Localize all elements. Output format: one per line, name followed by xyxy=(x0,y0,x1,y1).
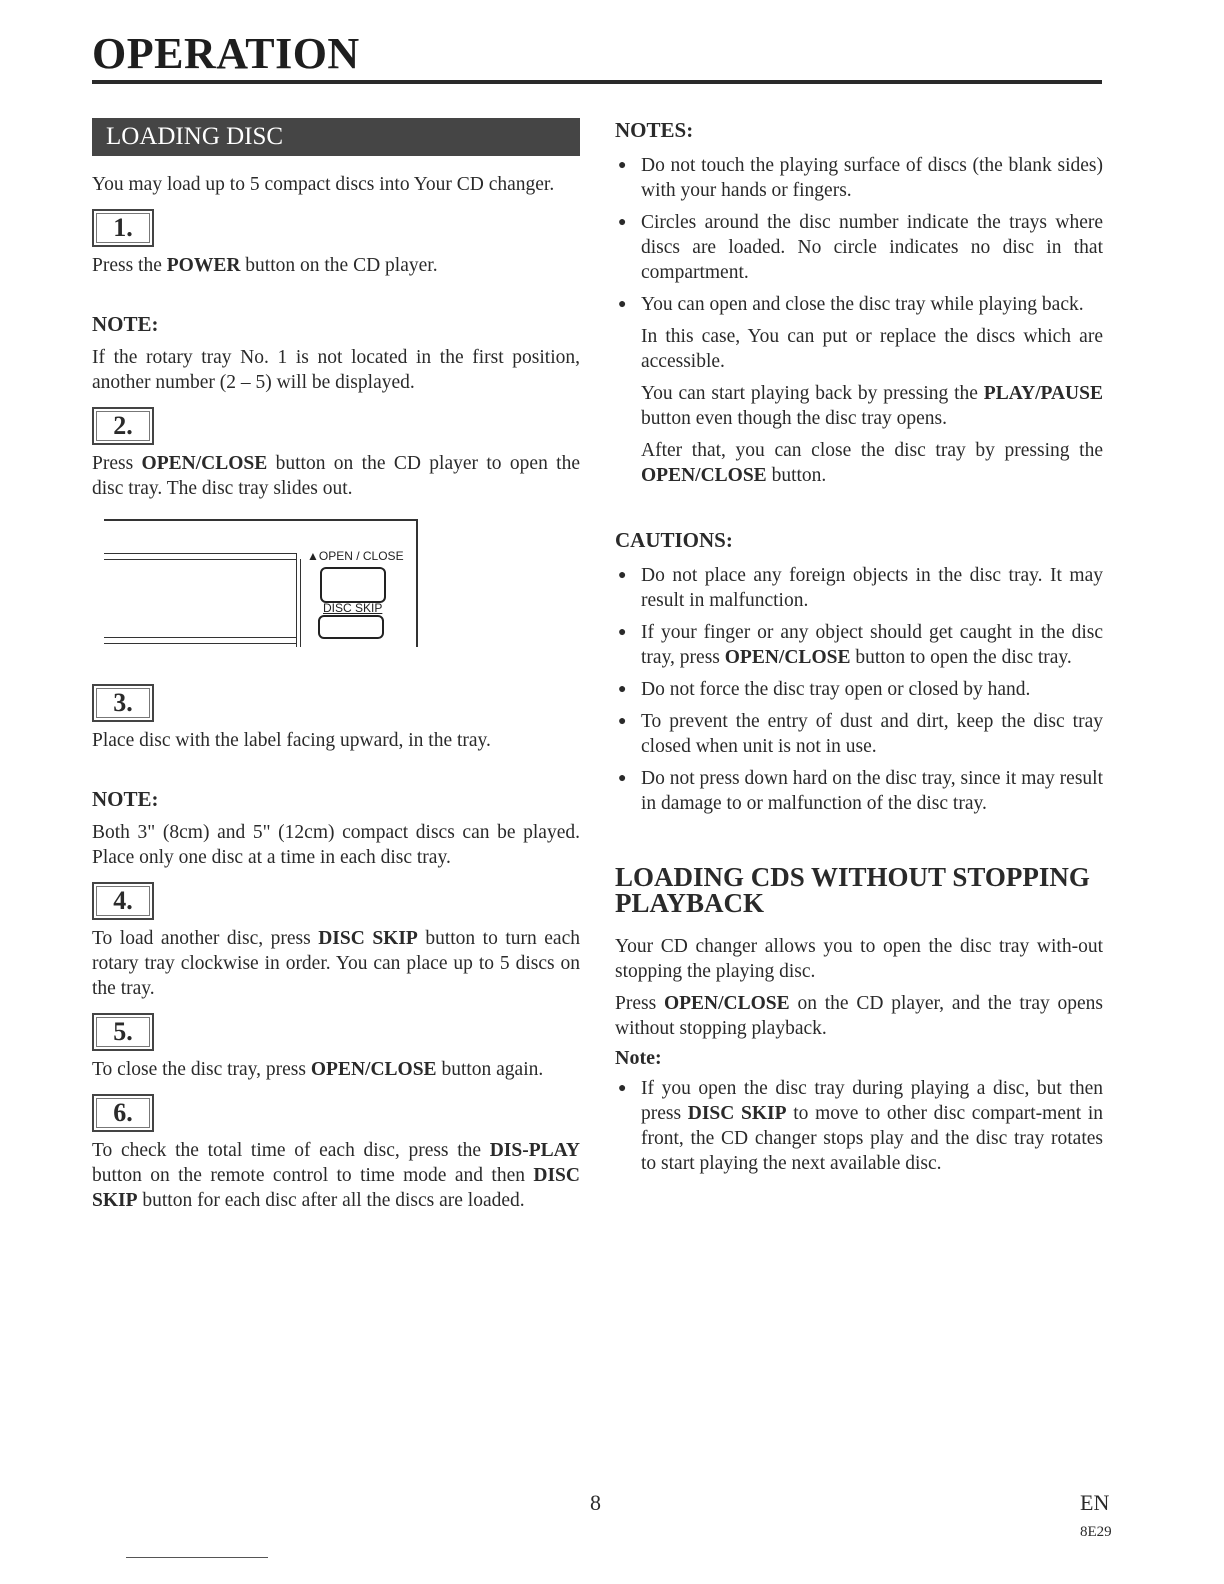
notes-continuation-2: You can start playing back by pressing the PLAY/PAUSE button even though the disc tray opens. xyxy=(641,383,1103,429)
document-code: 8E29 xyxy=(1080,1524,1112,1540)
step-number-2: 2. xyxy=(92,407,154,445)
section2-paragraph-2: Press OPEN/CLOSE on the CD player, and the tray opens without stopping playback. xyxy=(615,993,1104,1039)
step-number-3: 3. xyxy=(92,684,154,722)
notes-continuation-1: In this case, You can put or replace the discs which are accessible. xyxy=(641,326,1103,372)
notes-title: NOTES: xyxy=(615,118,694,142)
left-column xyxy=(92,118,580,1213)
list-item: ● To prevent the entry of dust and dirt, keep the disc tray closed when unit is not in use. xyxy=(618,711,1103,757)
section-title-loading-disc: LOADING DISC xyxy=(92,118,580,156)
step-number-1: 1. xyxy=(92,209,154,247)
section-title-loading-cds-without-stopping: LOADING CDS WITHOUT STOPPING PLAYBACK xyxy=(615,862,1090,918)
cautions-title: CAUTIONS: xyxy=(615,528,733,552)
language-code: EN xyxy=(1080,1490,1110,1515)
step-5-text: To close the disc tray, press OPEN/CLOSE button again. xyxy=(92,1059,544,1080)
note-2-text: Both 3" (8cm) and 5" (12cm) compact discs can be played. Place only one disc at a time in each disc tray. xyxy=(92,822,580,868)
intro-text: You may load up to 5 compact discs into Your CD changer. xyxy=(92,174,555,195)
notes-continuation-3: After that, you can close the disc tray by pressing the OPEN/CLOSE button. xyxy=(641,440,1103,486)
list-item: ● Do not place any foreign objects in the disc tray. It may result in malfunction. xyxy=(618,565,1103,611)
step-3-text: Place disc with the label facing upward, in the tray. xyxy=(92,730,491,751)
note-1-title: NOTE: xyxy=(92,312,159,336)
page-title: OPERATION xyxy=(92,29,360,78)
list-item: ● Do not force the disc tray open or closed by hand. xyxy=(618,679,1031,700)
list-item: ● Do not press down hard on the disc tray, since it may result in damage to or malfunction of the disc tray. xyxy=(618,768,1103,814)
title-rule xyxy=(92,80,1102,84)
cautions-list xyxy=(615,563,1103,816)
open-close-button-drawing xyxy=(320,567,386,603)
list-item: ● Circles around the disc number indicate the trays where discs are loaded. No circle indicates no disc in that compartment. xyxy=(618,212,1103,283)
notes-list xyxy=(615,153,1103,317)
note-2-title: NOTE: xyxy=(92,787,159,811)
section2-paragraph-1: Your CD changer allows you to open the disc tray with-out stopping the playing disc. xyxy=(615,936,1103,982)
step-number-5: 5. xyxy=(92,1013,154,1051)
list-item: ● If your finger or any object should get caught in the disc tray, press OPEN/CLOSE button to open the disc tray. xyxy=(618,622,1103,668)
section2-note-title: Note: xyxy=(615,1047,662,1069)
page-number: 8 xyxy=(590,1490,601,1515)
cd-player-diagram xyxy=(104,519,434,654)
disc-skip-button-drawing xyxy=(318,615,384,639)
list-item: ● You can open and close the disc tray while playing back. xyxy=(618,294,1084,315)
step-4-text: To load another disc, press DISC SKIP button to turn each rotary tray clockwise in order. You can place up to 5 discs on the tray. xyxy=(92,928,580,999)
step-2-text: Press OPEN/CLOSE button on the CD player to open the disc tray. The disc tray slides out. xyxy=(92,453,581,499)
disc-skip-label: DISC SKIP xyxy=(323,601,383,615)
open-close-label: ▲OPEN / CLOSE xyxy=(307,549,404,563)
step-number-4: 4. xyxy=(92,882,154,920)
right-column xyxy=(615,118,1103,1183)
step-number-6: 6. xyxy=(92,1094,154,1132)
note-1-text: If the rotary tray No. 1 is not located in the first position, another number (2 – 5) will be displayed. xyxy=(92,347,580,393)
footer-rule xyxy=(126,1557,268,1558)
step-6-text: To check the total time of each disc, press the DIS-PLAY button on the remote control to time mode and then DISC SKIP button for each disc after all the discs are loaded. xyxy=(92,1140,580,1211)
list-item: ● If you open the disc tray during playing a disc, but then press DISC SKIP to move to other disc compart-ment in front, the CD changer stops play and the disc tray rotates to start playing the next available disc. xyxy=(618,1078,1103,1174)
list-item: ● Do not touch the playing surface of discs (the blank sides) with your hands or fingers. xyxy=(618,155,1103,201)
section2-note-list xyxy=(615,1076,1103,1176)
step-1-text: Press the POWER button on the CD player. xyxy=(92,255,438,276)
